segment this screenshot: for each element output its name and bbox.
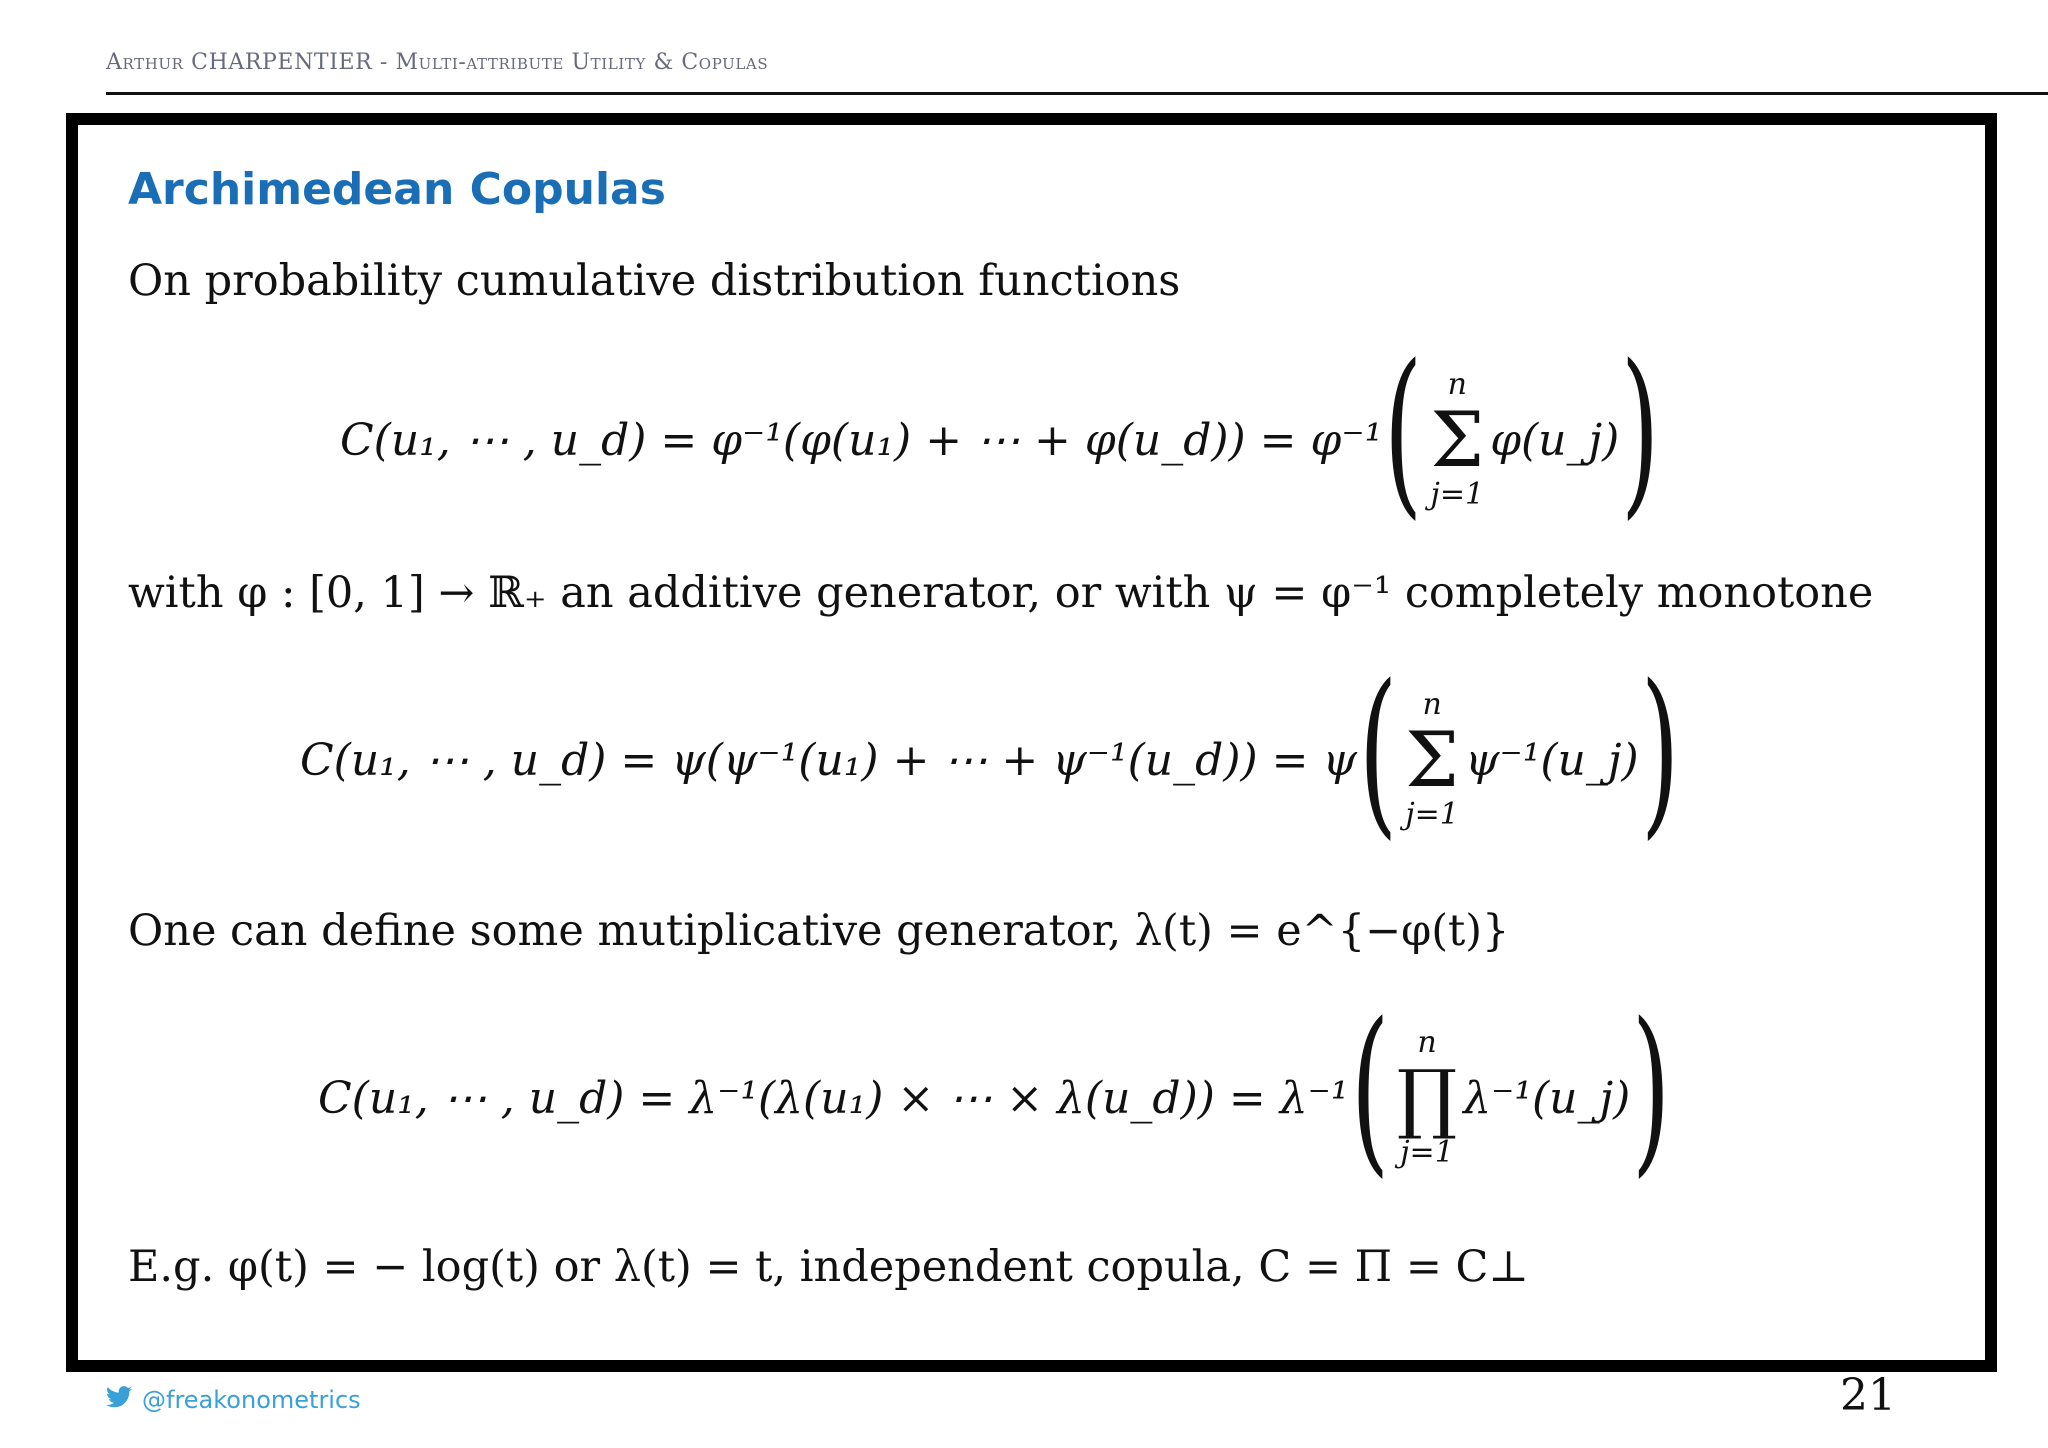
equation-lhs: C(u₁, ⋯ , u_d) = λ⁻¹(λ(u₁) × ⋯ × λ(u_d)) = λ⁻¹ <box>318 1072 1349 1124</box>
equation-inner: ψ⁻¹(u_j) <box>1464 734 1639 786</box>
equation-lhs: C(u₁, ⋯ , u_d) = φ⁻¹(φ(u₁) + ⋯ + φ(u_d)) = φ⁻¹ <box>340 414 1383 466</box>
operator-symbol: Σ <box>1430 395 1485 484</box>
paragraph-multiplicative: One can define some mutiplicative generator, λ(t) = e^{−φ(t)} <box>128 906 1510 956</box>
sum-operator <box>1405 687 1459 832</box>
handle-text: @freakonometrics <box>142 1386 361 1414</box>
right-paren: ) <box>1621 327 1660 536</box>
footer-twitter-handle[interactable] <box>106 1386 361 1414</box>
equation-inner: φ(u_j) <box>1490 414 1620 466</box>
equation-additive-phi <box>340 327 1662 540</box>
equation-lambda <box>318 985 1673 1198</box>
left-paren: ( <box>1358 647 1398 856</box>
paragraph-example: E.g. φ(t) = − log(t) or λ(t) = t, independent copula, C = Π = C⊥ <box>128 1242 1529 1292</box>
operator-upper-limit: n <box>1422 687 1442 722</box>
operator-lower-limit: j=1 <box>1405 797 1459 832</box>
right-paren: ) <box>1632 985 1671 1194</box>
equation-lhs: C(u₁, ⋯ , u_d) = ψ(ψ⁻¹(u₁) + ⋯ + ψ⁻¹(u_d)) = ψ <box>300 734 1357 786</box>
sum-operator <box>1430 367 1485 512</box>
twitter-bird-icon <box>106 1386 132 1414</box>
running-header: Arthur CHARPENTIER - Multi-attribute Utility & Copulas <box>106 50 769 75</box>
operator-symbol: Σ <box>1405 715 1459 804</box>
equation-psi <box>300 647 1681 860</box>
equation-inner: λ⁻¹(u_j) <box>1463 1072 1631 1124</box>
left-paren: ( <box>1350 985 1389 1194</box>
slide-title: Archimedean Copulas <box>128 164 666 215</box>
right-paren: ) <box>1640 647 1680 856</box>
product-operator <box>1396 1025 1458 1170</box>
left-paren: ( <box>1384 327 1423 536</box>
operator-symbol: ∏ <box>1396 1053 1458 1142</box>
operator-lower-limit: j=1 <box>1400 1135 1454 1170</box>
paragraph-intro: On probability cumulative distribution functions <box>128 256 1181 306</box>
page-number: 21 <box>1840 1370 1896 1421</box>
paragraph-generator: with φ : [0, 1] → ℝ₊ an additive generator, or with ψ = φ⁻¹ completely monotone <box>128 568 1874 618</box>
header-rule <box>106 92 2048 95</box>
operator-lower-limit: j=1 <box>1430 477 1485 512</box>
operator-upper-limit: n <box>1447 367 1467 402</box>
operator-upper-limit: n <box>1417 1025 1437 1060</box>
